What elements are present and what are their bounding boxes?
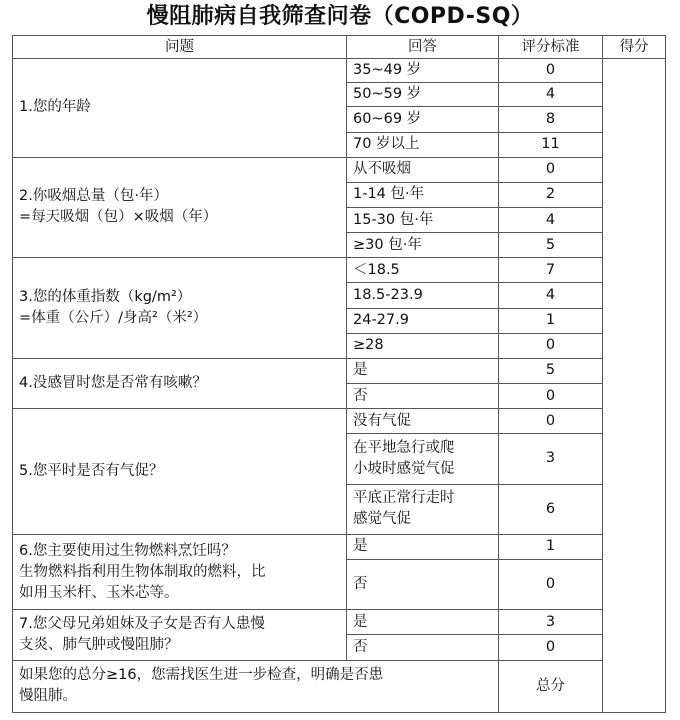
table-row <box>13 258 666 283</box>
table-row <box>13 59 666 83</box>
answer-cell <box>347 434 499 484</box>
footer-note-line-2: 慢阻肺。 <box>19 688 77 705</box>
question-4-line-1: 4.没感冒时您是否常有咳嗽？ <box>19 374 207 391</box>
question-2 <box>13 157 347 258</box>
answer-cell: 从不吸烟 <box>347 157 499 182</box>
answer-cell: 50~59 岁 <box>347 83 499 107</box>
question-3-line-2: =体重（公斤）/身高²（米²） <box>19 310 208 327</box>
points-cell: 7 <box>499 258 603 283</box>
answer-cell: 否 <box>347 559 499 609</box>
points-cell: 0 <box>499 559 603 609</box>
answer-cell: 24-27.9 <box>347 308 499 333</box>
answer-line: 小坡时感觉气促 <box>353 460 455 477</box>
score-input-cell[interactable] <box>603 59 666 713</box>
answer-cell <box>347 484 499 534</box>
points-cell: 3 <box>499 610 603 635</box>
answer-cell: 1-14 包·年 <box>347 182 499 207</box>
points-cell: 4 <box>499 83 603 107</box>
question-2-line-1: 2.你吸烟总量（包·年） <box>19 188 168 205</box>
table-row <box>13 610 666 635</box>
answer-cell: 70 岁以上 <box>347 132 499 157</box>
question-6-line-1: 6.您主要使用过生物燃料烹饪吗？ <box>19 542 236 559</box>
header-score: 得分 <box>603 36 666 59</box>
question-3 <box>13 258 347 359</box>
answer-cell: 18.5-23.9 <box>347 283 499 308</box>
question-7 <box>13 610 347 660</box>
page-title: 慢阻肺病自我筛查问卷（COPD-SQ） <box>146 4 534 29</box>
points-cell: 6 <box>499 484 603 534</box>
question-1-line-1: 1.您的年龄 <box>19 99 91 116</box>
points-cell: 4 <box>499 283 603 308</box>
points-cell: 11 <box>499 132 603 157</box>
question-1 <box>13 59 347 158</box>
answer-cell: 是 <box>347 610 499 635</box>
points-cell: 4 <box>499 207 603 232</box>
question-2-line-2: =每天吸烟（包）×吸烟（年） <box>19 209 218 226</box>
answer-cell: 是 <box>347 534 499 559</box>
table-row <box>13 358 666 383</box>
header-standard: 评分标准 <box>499 36 603 59</box>
answer-cell: 是 <box>347 358 499 383</box>
header-question: 问题 <box>13 36 347 59</box>
question-5-line-1: 5.您平时是否有气促？ <box>19 462 164 479</box>
points-cell: 0 <box>499 157 603 182</box>
answer-cell: ≥28 <box>347 333 499 358</box>
answer-cell: ≥30 包·年 <box>347 233 499 258</box>
points-cell: 0 <box>499 333 603 358</box>
answer-line: 感觉气促 <box>353 511 411 528</box>
question-6-line-3: 如用玉米杆、玉米芯等。 <box>19 584 179 601</box>
table-row <box>13 534 666 559</box>
points-cell: 5 <box>499 358 603 383</box>
points-cell: 0 <box>499 59 603 83</box>
question-4 <box>13 358 347 408</box>
table-row <box>13 157 666 182</box>
footer-note-line-1: 如果您的总分≥16，您需找医生进一步检查，明确是否患 <box>19 667 384 684</box>
header-answer: 回答 <box>347 36 499 59</box>
question-6-line-2: 生物燃料指利用生物体制取的燃料，比 <box>19 563 266 580</box>
points-cell: 8 <box>499 107 603 132</box>
questionnaire-table <box>12 35 666 713</box>
points-cell: 1 <box>499 534 603 559</box>
points-cell: 5 <box>499 233 603 258</box>
question-7-line-1: 7.您父母兄弟姐妹及子女是否有人患慢 <box>19 615 265 632</box>
points-cell: 0 <box>499 383 603 408</box>
answer-cell: ＜18.5 <box>347 258 499 283</box>
points-cell: 0 <box>499 409 603 434</box>
footer-row <box>13 660 666 712</box>
answer-line: 在平地急行或爬 <box>353 439 455 456</box>
answer-cell: 否 <box>347 383 499 408</box>
header-row <box>13 36 666 59</box>
question-5 <box>13 409 347 535</box>
points-cell: 0 <box>499 635 603 660</box>
answer-cell: 15-30 包·年 <box>347 207 499 232</box>
question-7-line-2: 支炎、肺气肿或慢阻肺？ <box>19 636 179 653</box>
answer-cell: 否 <box>347 635 499 660</box>
answer-cell: 35~49 岁 <box>347 59 499 83</box>
question-3-line-1: 3.您的体重指数（kg/m²） <box>19 289 192 306</box>
total-label: 总分 <box>499 660 603 712</box>
answer-cell: 没有气促 <box>347 409 499 434</box>
answer-cell: 60~69 岁 <box>347 107 499 132</box>
points-cell: 1 <box>499 308 603 333</box>
answer-line: 平底正常行走时 <box>353 490 455 507</box>
table-row <box>13 409 666 434</box>
points-cell: 3 <box>499 434 603 484</box>
footer-note <box>13 660 499 712</box>
points-cell: 2 <box>499 182 603 207</box>
question-6 <box>13 534 347 609</box>
